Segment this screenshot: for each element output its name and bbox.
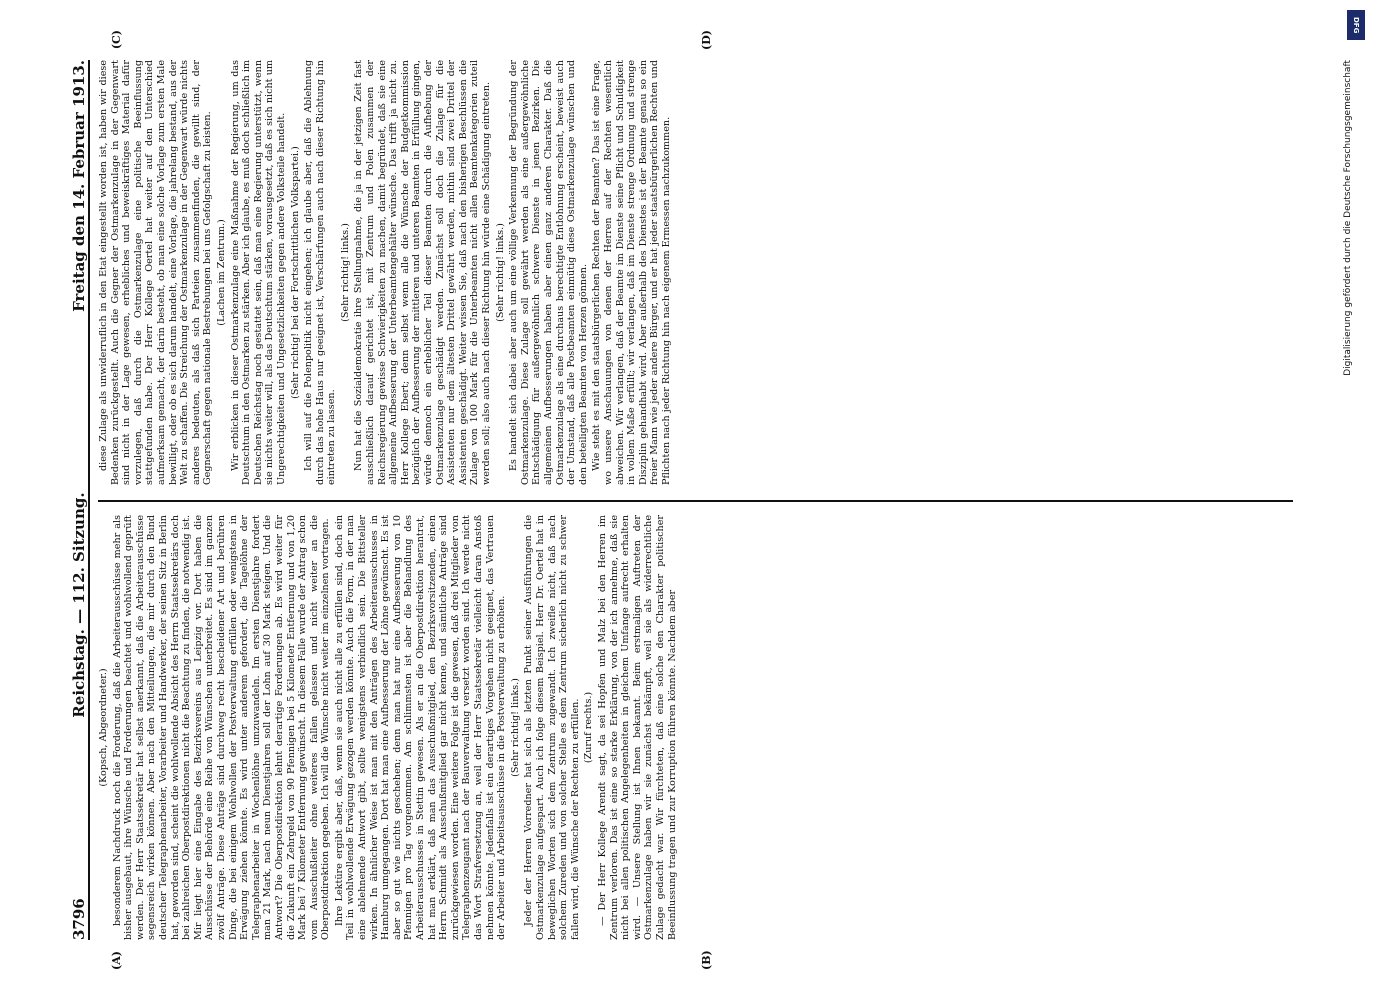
page-title: Reichstag. — 112. Sitzung. [70,492,88,718]
paragraph: Jeder der Herren Vorredner hat sich als letzten Punkt seiner Ausführungen die Ostmarkenzulage aufgespart. Auch ich folge diesem Beispiel. Herr Dr. Oertel hat in beweglichen Worten sich dem Zentrum zugewandt. Ich zweifle nicht, daß nach solchem Zureden und von solcher Stelle es dem Zentrum sicherlich nicht zu schwer fallen wird, die Wünsche der Rechten zu erfüllen. [523,515,581,940]
paragraph: Wie steht es mit den staatsbürgerlichen Rechten der Beamten? Das ist eine Frage, wo unsere Anschauungen von denen der Herren auf der Rechten wesentlich abweichen. Wir verlangen, daß der Beamte im Dienste seine Pflicht und Schuldigkeit in vollem Maße erfüllt; wir verlangen, daß im Dienste strenge Ordnung und strenge Disziplin gehandhabt wird. Aber außerhalb des Dienstes ist der Beamte genau so ein freier Mann wie jeder andere Bürger, und er hat jeder staatsbürgerlichen Rechten und Pflichten nach jeder Richtung hin nach eigenem Ermessen nachzukommen. [591,60,672,485]
interjection: (Zuruf rechts.) [583,691,595,764]
margin-marker-a: (A) [110,951,123,970]
left-column [98,515,1293,940]
margin-marker-d: (D) [700,30,713,50]
session-date: Freitag den 14. Februar 1913. [70,60,88,312]
page-header [56,60,90,940]
paragraph: Ich will auf die Polenpolitik nicht eingehen; ich glaube aber, daß die Ablehnung durch das hohe Haus nur geeignet ist, Verschärfungen auch nach dieser Richtung hin eintreten zu lassen. [303,60,338,485]
margin-marker-b: (B) [700,950,713,970]
right-column [98,60,1293,485]
paragraph: diese Zulage als unwiderruflich in den Etat eingestellt worden ist, haben wir diese Bedenken zurückgestellt. Auch die Gegner der Ostmarkenzulage in der Gegenwart sind nicht in der Lage gewesen, erhebliches und beweiskräftiges Material dafür vorzulegen, daß durch die Ostmarkenzulage eine politische Beeinflussung stattgefunden habe. Der Herr Kollege Oertel hat weiter auf den Unterschied aufmerksam gemacht, der darin besteht, ob man eine solche Vorlage zum ersten Male bewilligt, oder ob es sich darum handelt, eine Vorlage, die jahrelang bestand, aus der Welt zu schaffen. Die Streichung der Ostmarkenzulage in der Gegenwart würde nichts anderes bedeuten, als daß sich Parteien zusammenfinden, die gewillt sind, der Gegnerschaft gegen nationale Bestrebungen bei uns Gefolgschaft zu leisten. [98,60,214,485]
paragraph: Es handelt sich dabei aber auch um eine völlige Verkennung der Begründung der Ostmarkenzulage. Diese Zulage soll gewährt werden als eine außergewöhnliche Entschädigung für außergewöhnlich schwere Dienste in jenen Bezirken. Die allgemeinen Aufbesserungen haben aber einen ganz anderen Charakter. Daß die Ostmarkenzulage als eine durchaus berechtigte Entlohnung erscheint, beweist auch der Umstand, daß alle Postbeamten einmütig diese Ostmarkenzulage wünschen und den beteiligten Beamten von Herzen gönnen. [508,60,589,485]
paragraph: Wir erblicken in dieser Ostmarkenzulage eine Maßnahme der Regierung, um das Deutschtum in den Ostmarken zu stärken. Aber ich glaube, es muß doch schließlich im Deutschen Reichstag noch gestattet sein, daß man eine Regierung unterstützt, wenn sie nichts weiter will, als das Deutschtum stärken, vorausgesetzt, daß es sich nicht um Ungerechtigkeiten und Ungesetzlichkeiten gegen andere Volksteile handelt. [229,60,287,485]
digitization-credit: Digitalisierung gefördert durch die Deutsche Forschungsgemeinschaft [1343,60,1353,376]
paragraph: besonderem Nachdruck noch die Forderung, daß die Arbeiterausschüsse mehr als bisher ausgebaut, ihre Wünsche und Forderungen beachtet und wohlwollend geprüft werden. Der Herr Staatssekretär hat selbst anerkannt, daß die Arbeiterausschüsse segensreich wirken können. Aber nach den Mitteilungen, die mir durch den Bund deutscher Telegraphenarbeiter, Vorarbeiter und Handwerker, der seinen Sitz in Berlin hat, geworden sind, scheint die wohlwollende Absicht des Herrn Staatssekretärs doch bei zahlreichen Oberpostdirektionen nicht die Beachtung zu finden, die notwendig ist. Mir liegt hier eine Eingabe des Bezirksvereins aus Leipzig vor. Dort haben die Ausschüsse der Behörde eine Reihe von Wünschen unterbreitet. Es sind im ganzen zwölf Anträge. Diese Anträge sind durchweg recht bescheidener Art und berühren Dinge, die bei einigem Wohlwollen der Postverwaltung erfüllen oder wenigstens in Erwägung ziehen könnte. Es wird unter anderem gefordert, die Tagelöhne der Telegraphenarbeiter in Wochenlöhne umzuwandeln. Im ersten Dienstjahre fordert man 21 Mark, nach neun Dienstjahren soll der Lohn auf 30 Mark steigen. Und die Antwort? Die Oberpostdirektion lehnt derartige Forderungen ab. Es wird weiter für die Zukunft ein Zehrgeld von 90 Pfennigen bei 5 Kilometer Entfernung und von 1,20 Mark bei 7 Kilometer Entfernung gewünscht. In diesem Falle wurde der Antrag schon vom Ausschußleiter ohne weiteres fallen gelassen und nicht weiter an die Oberpostdirektion gegeben. Ich will die Wünsche nicht weiter im einzelnen vortragen. [111,515,332,940]
page-number: 3796 [70,898,88,940]
dfg-logo: DFG [1347,10,1365,40]
interjection: (Sehr richtig! bei der Fortschrittlichen Volkspartei.) [289,146,301,399]
paragraph: Nun hat die Sozialdemokratie ihre Stellungnahme, die ja in der jetzigen Zeit fast ausschließlich darauf gerichtet ist, mit Zentrum und Polen zusammen der Reichsregierung gewisse Schwierigkeiten zu machen, damit begründet, daß sie eine allgemeine Aufbesserung der Unterbeamtengehälter wünsche. Das trifft ja nicht zu. Herr Kollege Ebert; denn selbst wenn alle die Wünsche der Budgetkommission bezüglich der Aufbesserung der mittleren und unteren Beamten in Erfüllung gingen, würde dennoch ein erheblicher Teil dieser Beamten durch die Aufhebung der Ostmarkenzulage geschädigt werden. Zunächst soll doch die Zulage für die Assistenten nur dem ältesten Drittel gewährt werden, mithin sind zwei Drittel der Assistenten geschädigt. Weiter wissen Sie, daß nach den bisherigen Beschlüssen die Zulage von 100 Mark für die Unterbeamten nicht allen Beamtenkategorien zuteil werden soll; also auch nach dieser Richtung hin würde eine Schädigung eintreten. [353,60,492,485]
margin-marker-c: (C) [110,30,123,50]
speaker-note: (Kopsch, Abgeordneter.) [98,668,109,787]
interjection: (Sehr richtig! links.) [339,223,351,322]
interjection: (Sehr richtig! links.) [509,678,521,777]
paragraph: Ihre Lektüre ergibt aber, daß, wenn sie auch nicht alle zu erfüllen sind, doch ein Teil in wohlwollende Erwägung gezogen werden könnte. Auch die Form, in der man eine ablehnende Antwort gibt, sollte wenigstens verbindlich sein. Die Bittsteller wirken. In ähnlicher Weise ist man mit den Anträgen des Arbeiterausschusses in Hamburg umgegangen. Dort hat man eine Aufbesserung der Löhne gewünscht. Es ist aber so gut wie nichts geschehen; denn man hat nur eine Aufbesserung von 10 Pfennigen pro Tag vorgenommen. Am schlimmsten ist aber die Behandlung des Arbeiterausschusses in Stettin gewesen. Als er an die Oberpostdirektion herantrat, hat man erklärt, daß man das Ausschußmitglied, den Bezirksvorsitzenden, einen Herrn Schmidt als Ausschußmitglied gar nicht kenne, und sämtliche Anträge sind zurückgewiesen worden. Eine weitere Folge ist die gewesen, daß drei Mitglieder von Telegraphenzeugamt nach der Bauverwaltung versetzt worden sind. Ich werde nicht das Wort Strafversetzung an, weil der Herr Staatssekretär vielleicht daran Anstoß nehmen könnte. Jedenfalls ist ein derartiges Vorgehen nicht geeignet, das Vertrauen der Arbeiter und Arbeitsausschüsse in die Postverwaltung zu erhöhen. [333,515,508,940]
interjection: (Lachen im Zentrum.) [215,219,227,326]
column-divider [98,500,1293,502]
interjection: (Sehr richtig! links.) [494,223,506,322]
paragraph: — Der Herr Kollege Arendt sagt, da sei Hopfen und Malz bei den Herren im Zentrum verloren. Das ist eine so starke Erklärung, von der ich annehme, daß sie nicht bei allen politischen Angelegenheiten in gleichem Umfange aufrecht erhalten wird. — Unsere Stellung ist Ihnen bekannt. Beim erstmaligen Auftreten der Ostmarkenzulage haben wir sie zunächst bekämpft, weil sie als widerrechtliche Zulage gedacht war. Wir fürchteten, daß eine solche den Charakter politischer Beeinflussung tragen und zur Korruption führen könnte. Nachdem aber [596,515,678,940]
